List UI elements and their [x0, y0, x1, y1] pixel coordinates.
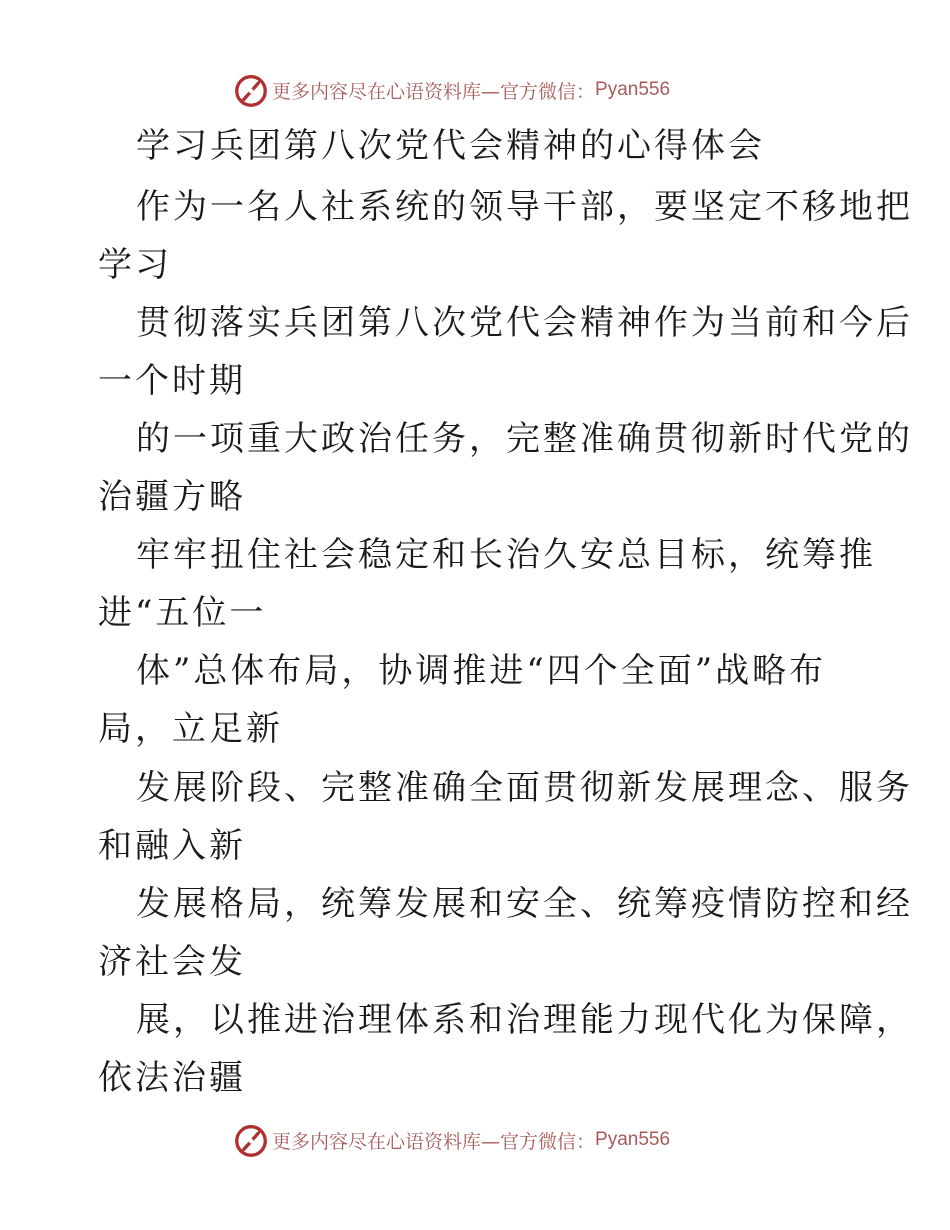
paragraph-line: 进“五位一 [98, 593, 267, 633]
paragraph-line: 作为一名人社系统的领导干部，要坚定不移地把 [136, 187, 913, 227]
wechat-id: Pyan556 [595, 79, 671, 100]
header-banner [232, 70, 670, 110]
pen-nib-logo-icon [232, 1121, 270, 1159]
pen-nib-logo-icon [232, 71, 270, 109]
banner-text: 更多内容尽在心语资料库—官方微信： [272, 1130, 596, 1153]
paragraph-line: 牢牢扭住社会稳定和长治久安总目标，统筹推 [136, 535, 876, 575]
paragraph-line: 展，以推进治理体系和治理能力现代化为保障， [136, 1000, 913, 1040]
paragraph-line: 济社会发 [98, 942, 246, 982]
banner-text: 更多内容尽在心语资料库—官方微信： [272, 80, 596, 103]
paragraph-line: 贯彻落实兵团第八次党代会精神作为当前和今后 [136, 303, 913, 343]
footer-banner [232, 1120, 670, 1160]
paragraph-line: 体”总体布局，协调推进“四个全面”战略布 [136, 651, 827, 691]
wechat-id: Pyan556 [595, 1129, 671, 1150]
paragraph-line: 和融入新 [98, 826, 246, 866]
paragraph-line: 治疆方略 [98, 477, 246, 517]
paragraph-line: 发展格局，统筹发展和安全、统筹疫情防控和经 [136, 884, 913, 924]
paragraph-line: 局，立足新 [98, 709, 283, 749]
paragraph-line: 的一项重大政治任务，完整准确贯彻新时代党的 [136, 419, 913, 459]
paragraph-line: 学习 [98, 245, 172, 285]
paragraph-line: 一个时期 [98, 361, 246, 401]
paragraph-line: 发展阶段、完整准确全面贯彻新发展理念、服务 [136, 768, 913, 808]
paragraph-line: 依法治疆 [98, 1058, 246, 1098]
document-title: 学习兵团第八次党代会精神的心得体会 [136, 126, 765, 166]
